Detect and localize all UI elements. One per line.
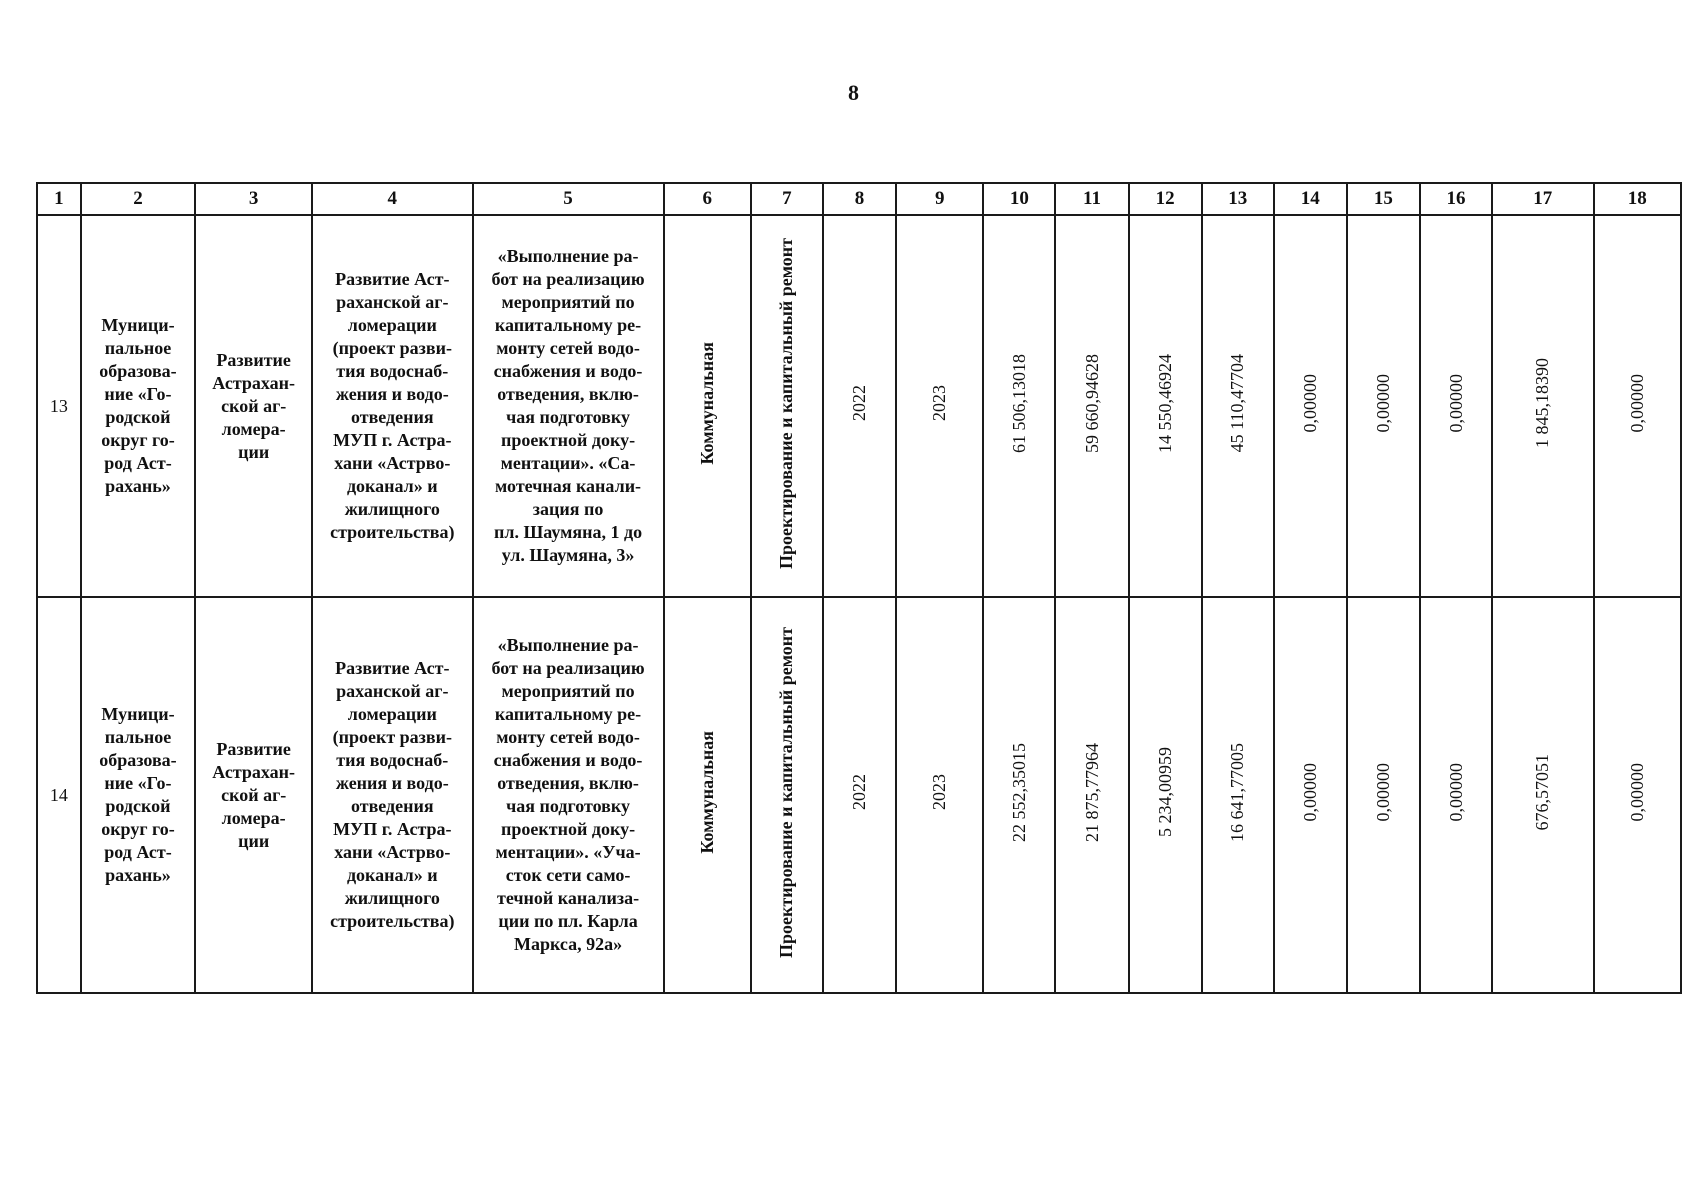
end-year-cell: 2023 (896, 597, 983, 993)
column-header: 15 (1347, 183, 1420, 215)
value-cell: 1 845,18390 (1492, 215, 1594, 597)
sphere-cell: Коммунальная (664, 215, 751, 597)
sphere-cell: Коммунальная (664, 597, 751, 993)
project-cell: Развитие Аст- раханской аг- ломерации (проект разви- тия водоснаб- жения и водо- отведения МУП г. Астра- хани «Астрво- доканал» и жилищного строительства) (312, 597, 472, 993)
column-header: 4 (312, 183, 472, 215)
value-cell: 0,00000 (1594, 597, 1681, 993)
work-type-cell: Проектирование и капитальный ремонт (751, 215, 823, 597)
column-header: 13 (1202, 183, 1274, 215)
page-number: 8 (848, 80, 859, 105)
project-cell: Развитие Аст- раханской аг- ломерации (проект разви- тия водоснаб- жения и водо- отведения МУП г. Астра- хани «Астрво- доканал» и жилищного строительства) (312, 215, 472, 597)
start-year-cell: 2022 (823, 215, 896, 597)
row-number: 14 (37, 597, 81, 993)
start-year-cell: 2022 (823, 597, 896, 993)
value-cell: 0,00000 (1420, 597, 1492, 993)
value-cell: 14 550,46924 (1129, 215, 1202, 597)
column-header: 1 (37, 183, 81, 215)
header-row (37, 183, 1681, 215)
column-header: 16 (1420, 183, 1492, 215)
data-table (36, 182, 1682, 994)
column-header: 17 (1492, 183, 1594, 215)
column-header: 18 (1594, 183, 1681, 215)
municipality-cell: Муници- пальное образова- ние «Го- родской округ го- род Аст- рахань» (81, 215, 196, 597)
value-cell: 0,00000 (1420, 215, 1492, 597)
column-header: 3 (195, 183, 312, 215)
table-row (37, 215, 1681, 597)
value-cell: 45 110,47704 (1202, 215, 1274, 597)
event-cell: «Выполнение ра- бот на реализацию мероприятий по капитальному ре- монту сетей водо- снабжения и водо- отведения, вклю- чая подготовку проектной доку- ментации». «Уча- сток сети само- течной канализа- ции по пл. Карла Маркса, 92а» (473, 597, 664, 993)
table-row (37, 597, 1681, 993)
column-header: 2 (81, 183, 196, 215)
program-cell: Развитие Астрахан- ской аг- ломера- ции (195, 597, 312, 993)
value-cell: 0,00000 (1594, 215, 1681, 597)
column-header: 7 (751, 183, 823, 215)
end-year-cell: 2023 (896, 215, 983, 597)
value-cell: 61 506,13018 (983, 215, 1055, 597)
value-cell: 22 552,35015 (983, 597, 1055, 993)
municipality-cell: Муници- пальное образова- ние «Го- родской округ го- род Аст- рахань» (81, 597, 196, 993)
value-cell: 59 660,94628 (1055, 215, 1128, 597)
value-cell: 0,00000 (1274, 597, 1347, 993)
program-cell: Развитие Астрахан- ской аг- ломера- ции (195, 215, 312, 597)
value-cell: 5 234,00959 (1129, 597, 1202, 993)
value-cell: 0,00000 (1274, 215, 1347, 597)
column-header: 9 (896, 183, 983, 215)
column-header: 14 (1274, 183, 1347, 215)
row-number: 13 (37, 215, 81, 597)
value-cell: 0,00000 (1347, 597, 1420, 993)
column-header: 11 (1055, 183, 1128, 215)
value-cell: 21 875,77964 (1055, 597, 1128, 993)
event-cell: «Выполнение ра- бот на реализацию мероприятий по капитальному ре- монту сетей водо- снабжения и водо- отведения, вклю- чая подготовку проектной доку- ментации». «Са- мотечная канали- зация по пл. Шаумяна, 1 до ул. Шаумяна, 3» (473, 215, 664, 597)
value-cell: 16 641,77005 (1202, 597, 1274, 993)
column-header: 10 (983, 183, 1055, 215)
work-type-cell: Проектирование и капитальный ремонт (751, 597, 823, 993)
column-header: 8 (823, 183, 896, 215)
column-header: 5 (473, 183, 664, 215)
column-header: 6 (664, 183, 751, 215)
value-cell: 0,00000 (1347, 215, 1420, 597)
value-cell: 676,57051 (1492, 597, 1594, 993)
column-header: 12 (1129, 183, 1202, 215)
